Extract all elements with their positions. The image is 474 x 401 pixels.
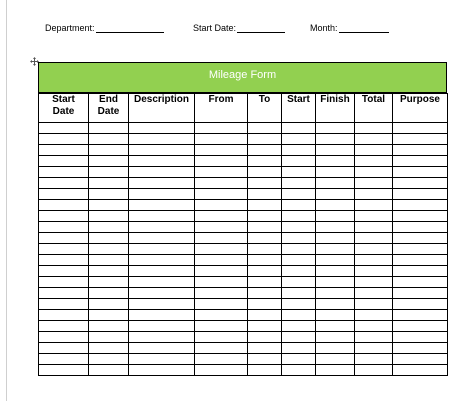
table-cell[interactable] — [195, 332, 248, 343]
table-cell[interactable] — [129, 189, 195, 200]
table-cell[interactable] — [282, 145, 316, 156]
table-cell[interactable] — [195, 156, 248, 167]
table-cell[interactable] — [248, 211, 282, 222]
table-cell[interactable] — [195, 299, 248, 310]
table-cell[interactable] — [316, 255, 355, 266]
table-cell[interactable] — [129, 255, 195, 266]
table-cell[interactable] — [282, 299, 316, 310]
table-cell[interactable] — [129, 244, 195, 255]
table-row — [39, 266, 448, 277]
table-cell[interactable] — [248, 233, 282, 244]
table-cell[interactable] — [282, 343, 316, 354]
table-cell[interactable] — [129, 145, 195, 156]
table-cell[interactable] — [248, 189, 282, 200]
month-blank[interactable] — [339, 23, 389, 33]
table-cell[interactable] — [39, 222, 89, 233]
table-cell[interactable] — [89, 145, 129, 156]
table-cell[interactable] — [355, 244, 393, 255]
table-cell[interactable] — [355, 145, 393, 156]
table-cell[interactable] — [393, 211, 448, 222]
table-cell[interactable] — [316, 189, 355, 200]
table-cell[interactable] — [393, 343, 448, 354]
table-cell[interactable] — [89, 288, 129, 299]
table-cell[interactable] — [129, 123, 195, 134]
table-cell[interactable] — [355, 277, 393, 288]
table-row — [39, 167, 448, 178]
table-cell[interactable] — [89, 277, 129, 288]
table-row — [39, 354, 448, 365]
table-cell[interactable] — [393, 354, 448, 365]
table-cell[interactable] — [282, 178, 316, 189]
table-cell[interactable] — [39, 277, 89, 288]
table-cell[interactable] — [282, 233, 316, 244]
table-cell[interactable] — [195, 167, 248, 178]
table-cell[interactable] — [89, 156, 129, 167]
table-cell[interactable] — [316, 167, 355, 178]
table-cell[interactable] — [39, 145, 89, 156]
table-row — [39, 211, 448, 222]
table-cell[interactable] — [248, 156, 282, 167]
table-cell[interactable] — [89, 343, 129, 354]
table-cell[interactable] — [316, 299, 355, 310]
table-row — [39, 332, 448, 343]
table-cell[interactable] — [129, 156, 195, 167]
table-cell[interactable] — [282, 266, 316, 277]
table-cell[interactable] — [129, 211, 195, 222]
table-cell[interactable] — [195, 123, 248, 134]
table-cell[interactable] — [355, 332, 393, 343]
table-cell[interactable] — [248, 244, 282, 255]
table-cell[interactable] — [195, 288, 248, 299]
table-cell[interactable] — [39, 365, 89, 376]
table-cell[interactable] — [393, 156, 448, 167]
table-cell[interactable] — [282, 255, 316, 266]
table-cell[interactable] — [393, 200, 448, 211]
table-cell[interactable] — [355, 310, 393, 321]
form-header-fields — [0, 21, 474, 37]
table-cell[interactable] — [248, 310, 282, 321]
table-cell[interactable] — [89, 189, 129, 200]
table-row — [39, 310, 448, 321]
table-cell[interactable] — [282, 310, 316, 321]
table-row — [39, 277, 448, 288]
table-cell[interactable] — [393, 145, 448, 156]
month-label: Month: — [310, 23, 338, 33]
table-cell[interactable] — [393, 332, 448, 343]
table-cell[interactable] — [393, 233, 448, 244]
table-cell[interactable] — [195, 244, 248, 255]
table-cell[interactable] — [355, 200, 393, 211]
table-cell[interactable] — [39, 332, 89, 343]
table-cell[interactable] — [316, 321, 355, 332]
table-cell[interactable] — [195, 277, 248, 288]
start-date-blank[interactable] — [237, 23, 285, 33]
department-label: Department: — [45, 23, 95, 33]
table-cell[interactable] — [89, 365, 129, 376]
table-cell[interactable] — [393, 277, 448, 288]
table-cell[interactable] — [195, 189, 248, 200]
table-cell[interactable] — [282, 134, 316, 145]
table-cell[interactable] — [316, 343, 355, 354]
table-cell[interactable] — [129, 266, 195, 277]
table-cell[interactable] — [316, 222, 355, 233]
table-cell[interactable] — [393, 321, 448, 332]
table-cell[interactable] — [129, 299, 195, 310]
table-cell[interactable] — [282, 200, 316, 211]
table-cell[interactable] — [248, 200, 282, 211]
table-cell[interactable] — [282, 189, 316, 200]
table-cell[interactable] — [39, 134, 89, 145]
table-row — [39, 156, 448, 167]
table-cell[interactable] — [39, 189, 89, 200]
table-cell[interactable] — [129, 222, 195, 233]
column-header-end-date: End Date — [89, 94, 129, 123]
table-cell[interactable] — [282, 167, 316, 178]
table-cell[interactable] — [89, 244, 129, 255]
table-header-row — [39, 94, 448, 123]
table-cell[interactable] — [316, 178, 355, 189]
table-cell[interactable] — [316, 332, 355, 343]
table-cell[interactable] — [129, 200, 195, 211]
table-cell[interactable] — [248, 145, 282, 156]
table-cell[interactable] — [248, 255, 282, 266]
table-cell[interactable] — [393, 288, 448, 299]
table-cell[interactable] — [89, 266, 129, 277]
table-cell[interactable] — [248, 277, 282, 288]
table-cell[interactable] — [355, 321, 393, 332]
table-row — [39, 200, 448, 211]
table-cell[interactable] — [393, 310, 448, 321]
table-row — [39, 233, 448, 244]
mileage-table — [38, 93, 448, 376]
table-cell[interactable] — [89, 310, 129, 321]
table-cell[interactable] — [39, 200, 89, 211]
table-cell[interactable] — [129, 134, 195, 145]
table-cell[interactable] — [282, 332, 316, 343]
table-cell[interactable] — [39, 211, 89, 222]
table-row — [39, 178, 448, 189]
table-cell[interactable] — [39, 123, 89, 134]
table-cell[interactable] — [39, 233, 89, 244]
form-title-bar — [38, 62, 447, 93]
table-cell[interactable] — [393, 365, 448, 376]
page-edge — [6, 0, 7, 401]
table-cell[interactable] — [316, 365, 355, 376]
table-cell[interactable] — [355, 123, 393, 134]
table-cell[interactable] — [195, 222, 248, 233]
table-cell[interactable] — [282, 244, 316, 255]
table-cell[interactable] — [316, 277, 355, 288]
table-cell[interactable] — [393, 134, 448, 145]
table-cell[interactable] — [316, 156, 355, 167]
table-cell[interactable] — [393, 222, 448, 233]
table-cell[interactable] — [316, 211, 355, 222]
column-header-finish: Finish — [316, 94, 355, 123]
table-cell[interactable] — [248, 332, 282, 343]
department-field[interactable] — [45, 23, 164, 33]
start-date-field[interactable] — [193, 23, 285, 33]
table-cell[interactable] — [282, 222, 316, 233]
table-row — [39, 134, 448, 145]
table-cell[interactable] — [89, 200, 129, 211]
table-cell[interactable] — [195, 255, 248, 266]
table-cell[interactable] — [282, 211, 316, 222]
table-cell[interactable] — [195, 365, 248, 376]
table-row — [39, 321, 448, 332]
table-cell[interactable] — [248, 365, 282, 376]
table-cell[interactable] — [195, 343, 248, 354]
table-cell[interactable] — [89, 354, 129, 365]
table-cell[interactable] — [393, 189, 448, 200]
table-cell[interactable] — [195, 145, 248, 156]
column-header-to: To — [248, 94, 282, 123]
table-cell[interactable] — [89, 321, 129, 332]
table-cell[interactable] — [355, 211, 393, 222]
table-cell[interactable] — [129, 354, 195, 365]
table-cell[interactable] — [195, 354, 248, 365]
table-cell[interactable] — [129, 310, 195, 321]
table-cell[interactable] — [129, 178, 195, 189]
table-cell[interactable] — [355, 266, 393, 277]
table-cell[interactable] — [248, 354, 282, 365]
column-header-start: Start — [282, 94, 316, 123]
table-cell[interactable] — [129, 167, 195, 178]
table-cell[interactable] — [248, 299, 282, 310]
table-cell[interactable] — [129, 321, 195, 332]
start-date-label: Start Date: — [193, 23, 237, 33]
table-cell[interactable] — [89, 299, 129, 310]
column-header-description: Description — [129, 94, 195, 123]
table-cell[interactable] — [248, 222, 282, 233]
table-cell[interactable] — [316, 200, 355, 211]
table-cell[interactable] — [316, 233, 355, 244]
table-cell[interactable] — [195, 233, 248, 244]
table-cell[interactable] — [195, 310, 248, 321]
table-cell[interactable] — [355, 134, 393, 145]
table-row — [39, 365, 448, 376]
table-row — [39, 255, 448, 266]
table-cell[interactable] — [89, 178, 129, 189]
month-field[interactable] — [310, 23, 389, 33]
table-cell[interactable] — [355, 222, 393, 233]
table-cell[interactable] — [39, 156, 89, 167]
table-cell[interactable] — [248, 134, 282, 145]
table-cell[interactable] — [39, 266, 89, 277]
table-cell[interactable] — [355, 233, 393, 244]
table-cell[interactable] — [129, 365, 195, 376]
table-cell[interactable] — [248, 178, 282, 189]
table-cell[interactable] — [393, 255, 448, 266]
table-cell[interactable] — [89, 233, 129, 244]
table-cell[interactable] — [393, 178, 448, 189]
mileage-form — [38, 62, 447, 376]
table-cell[interactable] — [195, 200, 248, 211]
column-header-purpose: Purpose — [393, 94, 448, 123]
table-row — [39, 244, 448, 255]
column-header-start-date: Start Date — [39, 94, 89, 123]
table-cell[interactable] — [355, 167, 393, 178]
table-cell[interactable] — [355, 255, 393, 266]
table-cell[interactable] — [89, 134, 129, 145]
table-cell[interactable] — [393, 266, 448, 277]
table-cell[interactable] — [282, 123, 316, 134]
table-cell[interactable] — [316, 244, 355, 255]
table-cell[interactable] — [129, 277, 195, 288]
table-cell[interactable] — [129, 288, 195, 299]
table-row — [39, 299, 448, 310]
table-cell[interactable] — [248, 343, 282, 354]
form-title: Mileage Form — [208, 69, 277, 81]
table-cell[interactable] — [248, 167, 282, 178]
table-cell[interactable] — [39, 178, 89, 189]
table-row — [39, 222, 448, 233]
table-cell[interactable] — [89, 255, 129, 266]
table-cell[interactable] — [89, 222, 129, 233]
table-cell[interactable] — [39, 354, 89, 365]
column-header-total: Total — [355, 94, 393, 123]
table-cell[interactable] — [39, 310, 89, 321]
table-cell[interactable] — [89, 211, 129, 222]
table-cell[interactable] — [39, 255, 89, 266]
table-cell[interactable] — [355, 299, 393, 310]
table-cell[interactable] — [316, 134, 355, 145]
table-cell[interactable] — [355, 189, 393, 200]
table-cell[interactable] — [393, 299, 448, 310]
table-row — [39, 145, 448, 156]
table-cell[interactable] — [248, 266, 282, 277]
table-cell[interactable] — [282, 277, 316, 288]
table-cell[interactable] — [89, 332, 129, 343]
table-cell[interactable] — [195, 211, 248, 222]
table-cell[interactable] — [248, 321, 282, 332]
table-cell[interactable] — [195, 134, 248, 145]
table-cell[interactable] — [248, 123, 282, 134]
table-cell[interactable] — [393, 244, 448, 255]
table-cell[interactable] — [89, 123, 129, 134]
table-cell[interactable] — [282, 288, 316, 299]
table-cell[interactable] — [355, 156, 393, 167]
table-cell[interactable] — [393, 167, 448, 178]
table-cell[interactable] — [316, 288, 355, 299]
table-cell[interactable] — [195, 178, 248, 189]
table-row — [39, 123, 448, 134]
table-cell[interactable] — [39, 244, 89, 255]
table-cell[interactable] — [195, 266, 248, 277]
table-cell[interactable] — [316, 354, 355, 365]
table-cell[interactable] — [129, 332, 195, 343]
table-cell[interactable] — [129, 233, 195, 244]
table-cell[interactable] — [129, 343, 195, 354]
table-cell[interactable] — [355, 288, 393, 299]
table-cell[interactable] — [282, 156, 316, 167]
table-cell[interactable] — [316, 310, 355, 321]
table-cell[interactable] — [39, 343, 89, 354]
column-header-from: From — [195, 94, 248, 123]
table-cell[interactable] — [39, 321, 89, 332]
table-cell[interactable] — [316, 145, 355, 156]
table-cell[interactable] — [355, 354, 393, 365]
table-cell[interactable] — [316, 266, 355, 277]
table-row — [39, 189, 448, 200]
table-cell[interactable] — [355, 343, 393, 354]
table-cell[interactable] — [39, 167, 89, 178]
table-row — [39, 343, 448, 354]
table-body — [39, 123, 448, 376]
table-cell[interactable] — [248, 288, 282, 299]
table-cell[interactable] — [355, 365, 393, 376]
table-cell[interactable] — [282, 321, 316, 332]
table-cell[interactable] — [393, 123, 448, 134]
table-cell[interactable] — [282, 354, 316, 365]
department-blank[interactable] — [96, 23, 164, 33]
table-cell[interactable] — [282, 365, 316, 376]
table-cell[interactable] — [316, 123, 355, 134]
table-row — [39, 288, 448, 299]
table-cell[interactable] — [39, 288, 89, 299]
table-cell[interactable] — [39, 299, 89, 310]
table-cell[interactable] — [355, 178, 393, 189]
table-cell[interactable] — [89, 167, 129, 178]
table-cell[interactable] — [195, 321, 248, 332]
